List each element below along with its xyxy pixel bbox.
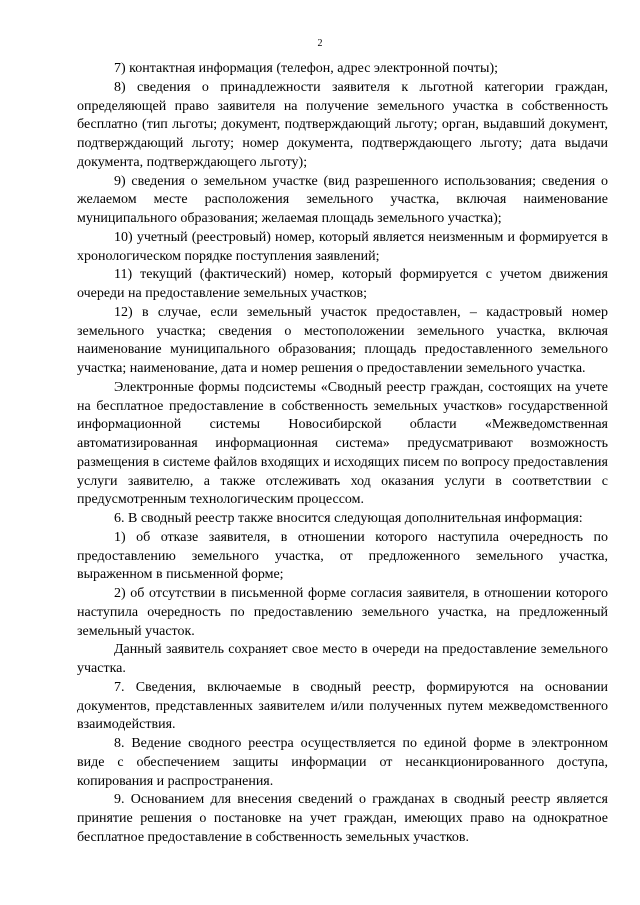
paragraph-item-9-land-plot-info: 9) сведения о земельном участке (вид разрешенного использования; сведения о желаемом месте расположения земельного участка, включая наименование муниципального образования; желаемая площадь земельного участка); xyxy=(77,173,608,226)
paragraph-item-7-contact-info: 7) контактная информация (телефон, адрес электронной почты); xyxy=(114,61,499,76)
page-number: 2 xyxy=(317,38,323,49)
paragraph-item-8-benefit-category: 8) сведения о принадлежности заявителя к льготной категории граждан, определяющей право заявителя на получение земельного участка в собственность бесплатно (тип льготы; документ, подтверждающий льготу; орган, выдавший документ, подтверждающий льготу; номер документа, подтверждающего льготу; дата выдачи документа, подтверждающего льготу); xyxy=(77,79,608,170)
paragraph-section-8: 8. Ведение сводного реестра осуществляется по единой форме в электронном виде с обеспечением защиты информации от несанкционированного доступа, копирования и распространения. xyxy=(77,736,608,789)
paragraph-item-12-plot-granted: 12) в случае, если земельный участок предоставлен, – кадастровый номер земельного участка; сведения о местоположении земельного участка, включая наименование муниципального образования; площадь предоставленного земельного участка; наименование, дата и номер решения о предоставлении земельного участка. xyxy=(77,304,608,376)
paragraph-item-11-current-number: 11) текущий (фактический) номер, который формируется с учетом движения очереди на предоставление земельных участков; xyxy=(77,267,608,301)
paragraph-section-6-item-1: 1) об отказе заявителя, в отношении которого наступила очередность по предоставлению земельного участка, от предложенного земельного участка, выраженном в письменной форме; xyxy=(77,529,608,583)
paragraph-item-10-registry-number: 10) учетный (реестровый) номер, который является неизменным и формируется в хронологическом порядке поступления заявлений; xyxy=(77,229,608,264)
paragraph-section-7: 7. Сведения, включаемые в сводный реестр, формируются на основании документов, представленных заявителем и/или полученных путем межведомственного взаимодействия. xyxy=(77,679,608,733)
paragraph-electronic-forms: Электронные формы подсистемы «Сводный реестр граждан, состоящих на учете на бесплатное предоставление в собственность земельных участков» государственной информационной системы Новосибирской области «Межведомственная автоматизированная информационная система» предусматривают возможность размещения в системе файлов входящих и исходящих писем по вопросу предоставления услуги заявителю, а также отслеживать ход оказания услуги в соответствии с предусмотренным технологическим процессом. xyxy=(77,379,608,508)
paragraph-section-9: 9. Основанием для внесения сведений о гражданах в сводный реестр является принятие решения о постановке на учет граждан, имеющих право на однократное бесплатное предоставление в собственность земельных участков. xyxy=(77,792,608,845)
paragraph-applicant-keeps-place: Данный заявитель сохраняет свое место в очереди на предоставление земельного участка. xyxy=(77,642,608,676)
paragraph-section-6: 6. В сводный реестр также вносится следующая дополнительная информация: xyxy=(114,511,583,526)
document-body xyxy=(77,60,608,848)
paragraph-section-6-item-2: 2) об отсутствии в письменной форме согласия заявителя, в отношении которого наступила очередность по предоставлению земельного участка, на предложенный земельный участок. xyxy=(77,586,608,639)
